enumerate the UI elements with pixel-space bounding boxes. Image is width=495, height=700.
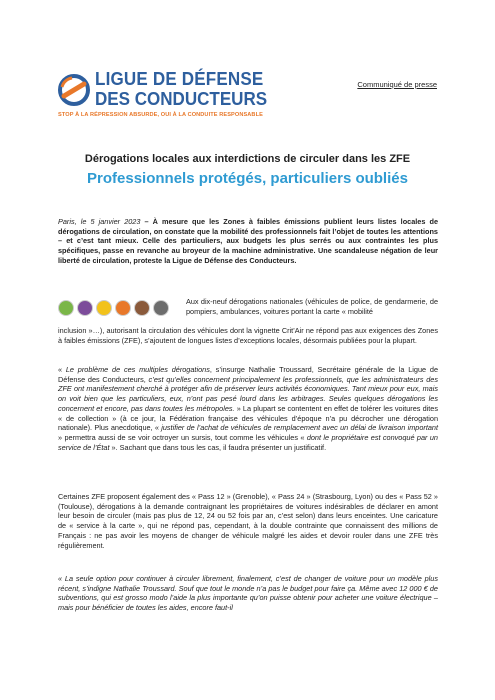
press-release-label: Communiqué de presse bbox=[357, 80, 437, 89]
paragraph-4: « La seule option pour continuer à circuler librement, finalement, c’est de changer de voiture pour un modèle plus récent, s’indigne Nathalie Troussard. Souf que tout le monde n’a pas le budget pour faire ça. Même avec 12 000 € de subventions, qui est grosso modo l’aide la plus importante qu’on puisse obtenir pour acheter une voiture électrique – mais pour bénéficier de toutes les aides, encore faut-il bbox=[58, 574, 438, 613]
p2-e: » La plupart se contentent en effet de tolérer les voitures dites « de collection » (à ce jour, la Fédération française des véhicules d’époque n’a pu décrocher une dérogation nationale). Plus anecdotique, « bbox=[58, 403, 439, 433]
badge-critair-2 bbox=[96, 300, 112, 316]
p2-f: justifier de l’achat de véhicules de remplacement avec un délai de livraison important bbox=[161, 423, 439, 433]
logo-line1: LIGUE DE DÉFENSE bbox=[95, 68, 264, 89]
paragraph-2 bbox=[58, 365, 438, 452]
p2-c: , s’insurge Nathalie Troussard, Secrétaire générale de la Ligue de Défense des Conducteurs, bbox=[58, 365, 438, 384]
p2-a: « bbox=[58, 365, 66, 374]
badge-critair-3 bbox=[115, 300, 131, 316]
p2-i: ». Sachant que dans tous les cas, il faudra présenter un justificatif. bbox=[109, 442, 327, 452]
p2-b: Le problème de ces multiples dérogations bbox=[65, 365, 210, 374]
badge-critair-5 bbox=[153, 300, 169, 316]
logo bbox=[58, 68, 268, 132]
badge-critair-1 bbox=[77, 300, 93, 316]
logo-emblem-icon bbox=[58, 74, 90, 106]
paragraph-1-top: Aux dix-neuf dérogations nationales (véhicules de police, de gendarmerie, de pompiers, ambulances, voitures portant la carte « mobilité bbox=[186, 297, 438, 316]
p2-g: » permettra aussi de se voir octroyer un sursis, tout comme les véhicules « bbox=[58, 432, 307, 442]
badge-critair-0 bbox=[58, 300, 74, 316]
paragraph-1-bottom: inclusion »…), autorisant la circulation des véhicules dont la vignette Crit’Air ne répond pas aux exigences des Zones à faibles émissions (ZFE), s’ajoutent de longues listes d’exceptions locales, désormais publiées pour la plupart. bbox=[58, 326, 438, 345]
badge-critair-4 bbox=[134, 300, 150, 316]
paragraph-3: Certaines ZFE proposent également des « Pass 12 » (Grenoble), « Pass 24 » (Strasbourg, Lyon) ou des « Pass 52 » (Toulouse), dérogations à la demande contraignant les propriétaires de voitures indésirables de déclarer en amont leur besoin de circuler (mais pas plus de 12, 24 ou 52 fois par an, c’est selon) dans leurs enceintes. Une caricature de « service à la carte », qui ne répond pas, cependant, à la double contrainte que connaissent des millions de Français : ne pas avoir les moyens de changer de véhicule malgré les aides et devoir rouler dans une ZFE très régulièrement. bbox=[58, 492, 438, 550]
logo-tagline: STOP À LA RÉPRESSION ABSURDE, OUI À LA CONDUITE RESPONSABLE bbox=[58, 112, 263, 118]
p2-h: dont le propriétaire est convoqué par un service de l’État bbox=[58, 432, 438, 452]
page-subtitle: Professionnels protégés, particuliers oubliés bbox=[87, 170, 408, 187]
p2-d: c’est qu’elles concernent principalement les professionnels, que les administrateurs des ZFE ont manifestement cherché à protéger afin de préserver leurs activités économiques. Tant mieux pour eux, mais on voit bien que les particuliers, eux, n’ont pas pesé lourd dans les arbitrages. Seules quelques dérogations les concernent et encore, pas dans toutes les métropoles. bbox=[58, 374, 438, 413]
page-title: Dérogations locales aux interdictions de circuler dans les ZFE bbox=[84, 153, 411, 165]
logo-line2: DES CONDUCTEURS bbox=[95, 88, 268, 109]
dateline: Paris, le 5 janvier 2023 bbox=[58, 217, 141, 226]
critair-badges-image bbox=[58, 297, 178, 323]
lead-text: – À mesure que les Zones à faibles émissions publient leurs listes locales de dérogations de circulation, on constate que la mobilité des professionnels fait l’objet de toutes les attentions – et c’est tant mieux. Celle des particuliers, aux budgets les plus serrés ou aux contraintes les plus spécifiques, passe en revanche au broyeur de la machine administrative. Une scandaleuse négation de leur liberté de circulation, proteste la Ligue de Défense des Conducteurs. bbox=[58, 217, 438, 265]
lead-paragraph bbox=[58, 217, 438, 266]
